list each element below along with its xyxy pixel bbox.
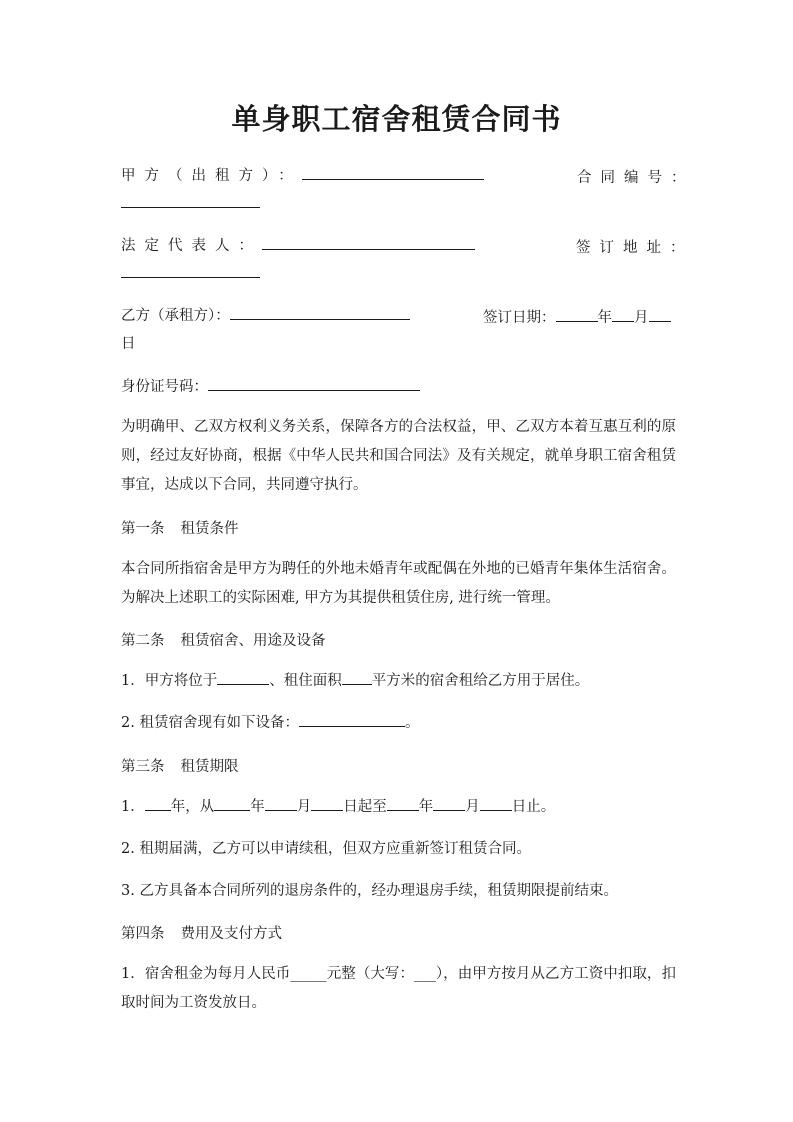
sign-year-label: 年 (597, 310, 612, 326)
article-3-item-1-h: 日止。 (511, 799, 556, 815)
sign-date-label: 签订日期： (483, 310, 556, 326)
sign-place-line (121, 264, 260, 284)
article-2-item-2-prefix: 2. 租赁宿舍现有如下设备： (121, 715, 299, 731)
party-a-line (121, 166, 484, 186)
article-1-heading (121, 517, 239, 538)
contract-no-label: 合同编号： (577, 170, 695, 186)
article-3-item-1-g: 月 (465, 799, 480, 815)
article-2-item-2-suffix: 。 (404, 715, 420, 731)
article-2-title: 租赁宿舍、用途及设备 (180, 633, 326, 649)
sign-year-blank[interactable] (556, 308, 598, 322)
sign-day-label: 日 (121, 336, 136, 352)
article-3-item-1-e: 日起至 (343, 799, 387, 815)
article-3-number: 第三条 (121, 759, 165, 775)
party-a-label: 甲方（出租方）： (121, 168, 302, 184)
party-b-line (121, 306, 410, 326)
start-year-blank[interactable] (214, 797, 250, 811)
article-3-item-3: 3. 乙方具备本合同所列的退房条件的，经办理退房手续，租赁期限提前结束。 (121, 883, 618, 899)
article-4-number: 第四条 (121, 926, 165, 942)
article-3-item-1-a: 1． (121, 799, 145, 815)
article-2-heading (121, 629, 326, 650)
id-number-blank[interactable] (208, 377, 420, 391)
document-title: 单身职工宿舍租赁合同书 (231, 102, 562, 136)
sign-month-label: 月 (634, 310, 649, 326)
article-1-number: 第一条 (121, 521, 165, 537)
sign-month-blank[interactable] (612, 308, 634, 322)
contract-no-line (121, 194, 260, 214)
end-month-blank[interactable] (433, 797, 465, 811)
id-number-line (121, 377, 420, 397)
term-years-blank[interactable] (145, 797, 171, 811)
article-3-item-1-c: 年 (250, 799, 265, 815)
article-2-item-2 (121, 713, 419, 733)
representative-blank[interactable] (262, 236, 475, 250)
end-day-blank[interactable] (480, 797, 512, 811)
equipment-blank[interactable] (299, 713, 405, 727)
sign-day-blank[interactable] (649, 308, 671, 322)
party-b-label: 乙方（承租方）： (121, 308, 230, 324)
representative-label: 法定代表人： (121, 238, 262, 254)
start-month-blank[interactable] (265, 797, 297, 811)
article-3-item-1 (121, 797, 555, 817)
article-3-item-2: 2. 租期届满，乙方可以申请续租，但双方应重新签订租赁合同。 (121, 841, 531, 857)
article-3-heading (121, 755, 239, 776)
article-3-item-1-b: 年，从 (170, 799, 215, 815)
article-2-item-1-prefix: 1．甲方将位于 (121, 673, 218, 689)
sign-place-blank[interactable] (121, 264, 260, 278)
location-blank[interactable] (217, 671, 269, 685)
start-day-blank[interactable] (311, 797, 343, 811)
article-3-item-1-d: 月 (296, 799, 312, 815)
contract-no-blank[interactable] (121, 194, 260, 208)
area-blank[interactable] (342, 671, 372, 685)
article-2-number: 第二条 (121, 633, 165, 649)
id-number-label: 身份证号码： (121, 379, 208, 395)
article-2-item-1 (121, 671, 589, 691)
article-1-text: 本合同所指宿舍是甲方为聘任的外地未婚青年或配偶在外地的已婚青年集体生活宿舍。为解决上述职工的实际困难, 甲方为其提供租赁住房, 进行统一管理。 (121, 561, 676, 606)
preamble-paragraph: 为明确甲、乙双方权利义务关系，保障各方的合法权益，甲、乙双方本着互惠互利的原则，经过友好协商，根据《中华人民共和国合同法》及有关规定，就单身职工宿舍租赁事宜，达成以下合同，共同遵守执行。 (121, 419, 676, 493)
article-4-title: 费用及支付方式 (180, 926, 282, 942)
sign-place-label: 签订地址： (576, 240, 694, 256)
article-4-heading (121, 922, 282, 943)
article-1-title: 租赁条件 (180, 521, 239, 537)
end-year-blank[interactable] (387, 797, 419, 811)
representative-line (121, 236, 475, 256)
article-2-item-1-mid: 、租住面积 (269, 673, 342, 689)
party-b-blank[interactable] (230, 306, 410, 320)
sign-day-line (121, 334, 136, 354)
article-3-title: 租赁期限 (180, 759, 239, 775)
article-4-item-1: 1．宿舍租金为每月人民币_____元整（大写：___），由甲方按月从乙方工资中扣取，扣取时间为工资发放日。 (121, 966, 676, 1011)
party-a-blank[interactable] (302, 166, 484, 180)
article-2-item-1-suffix: 平方米的宿舍租给乙方用于居住。 (371, 673, 590, 689)
sign-date-line (483, 306, 671, 327)
article-3-item-1-f: 年 (418, 799, 434, 815)
